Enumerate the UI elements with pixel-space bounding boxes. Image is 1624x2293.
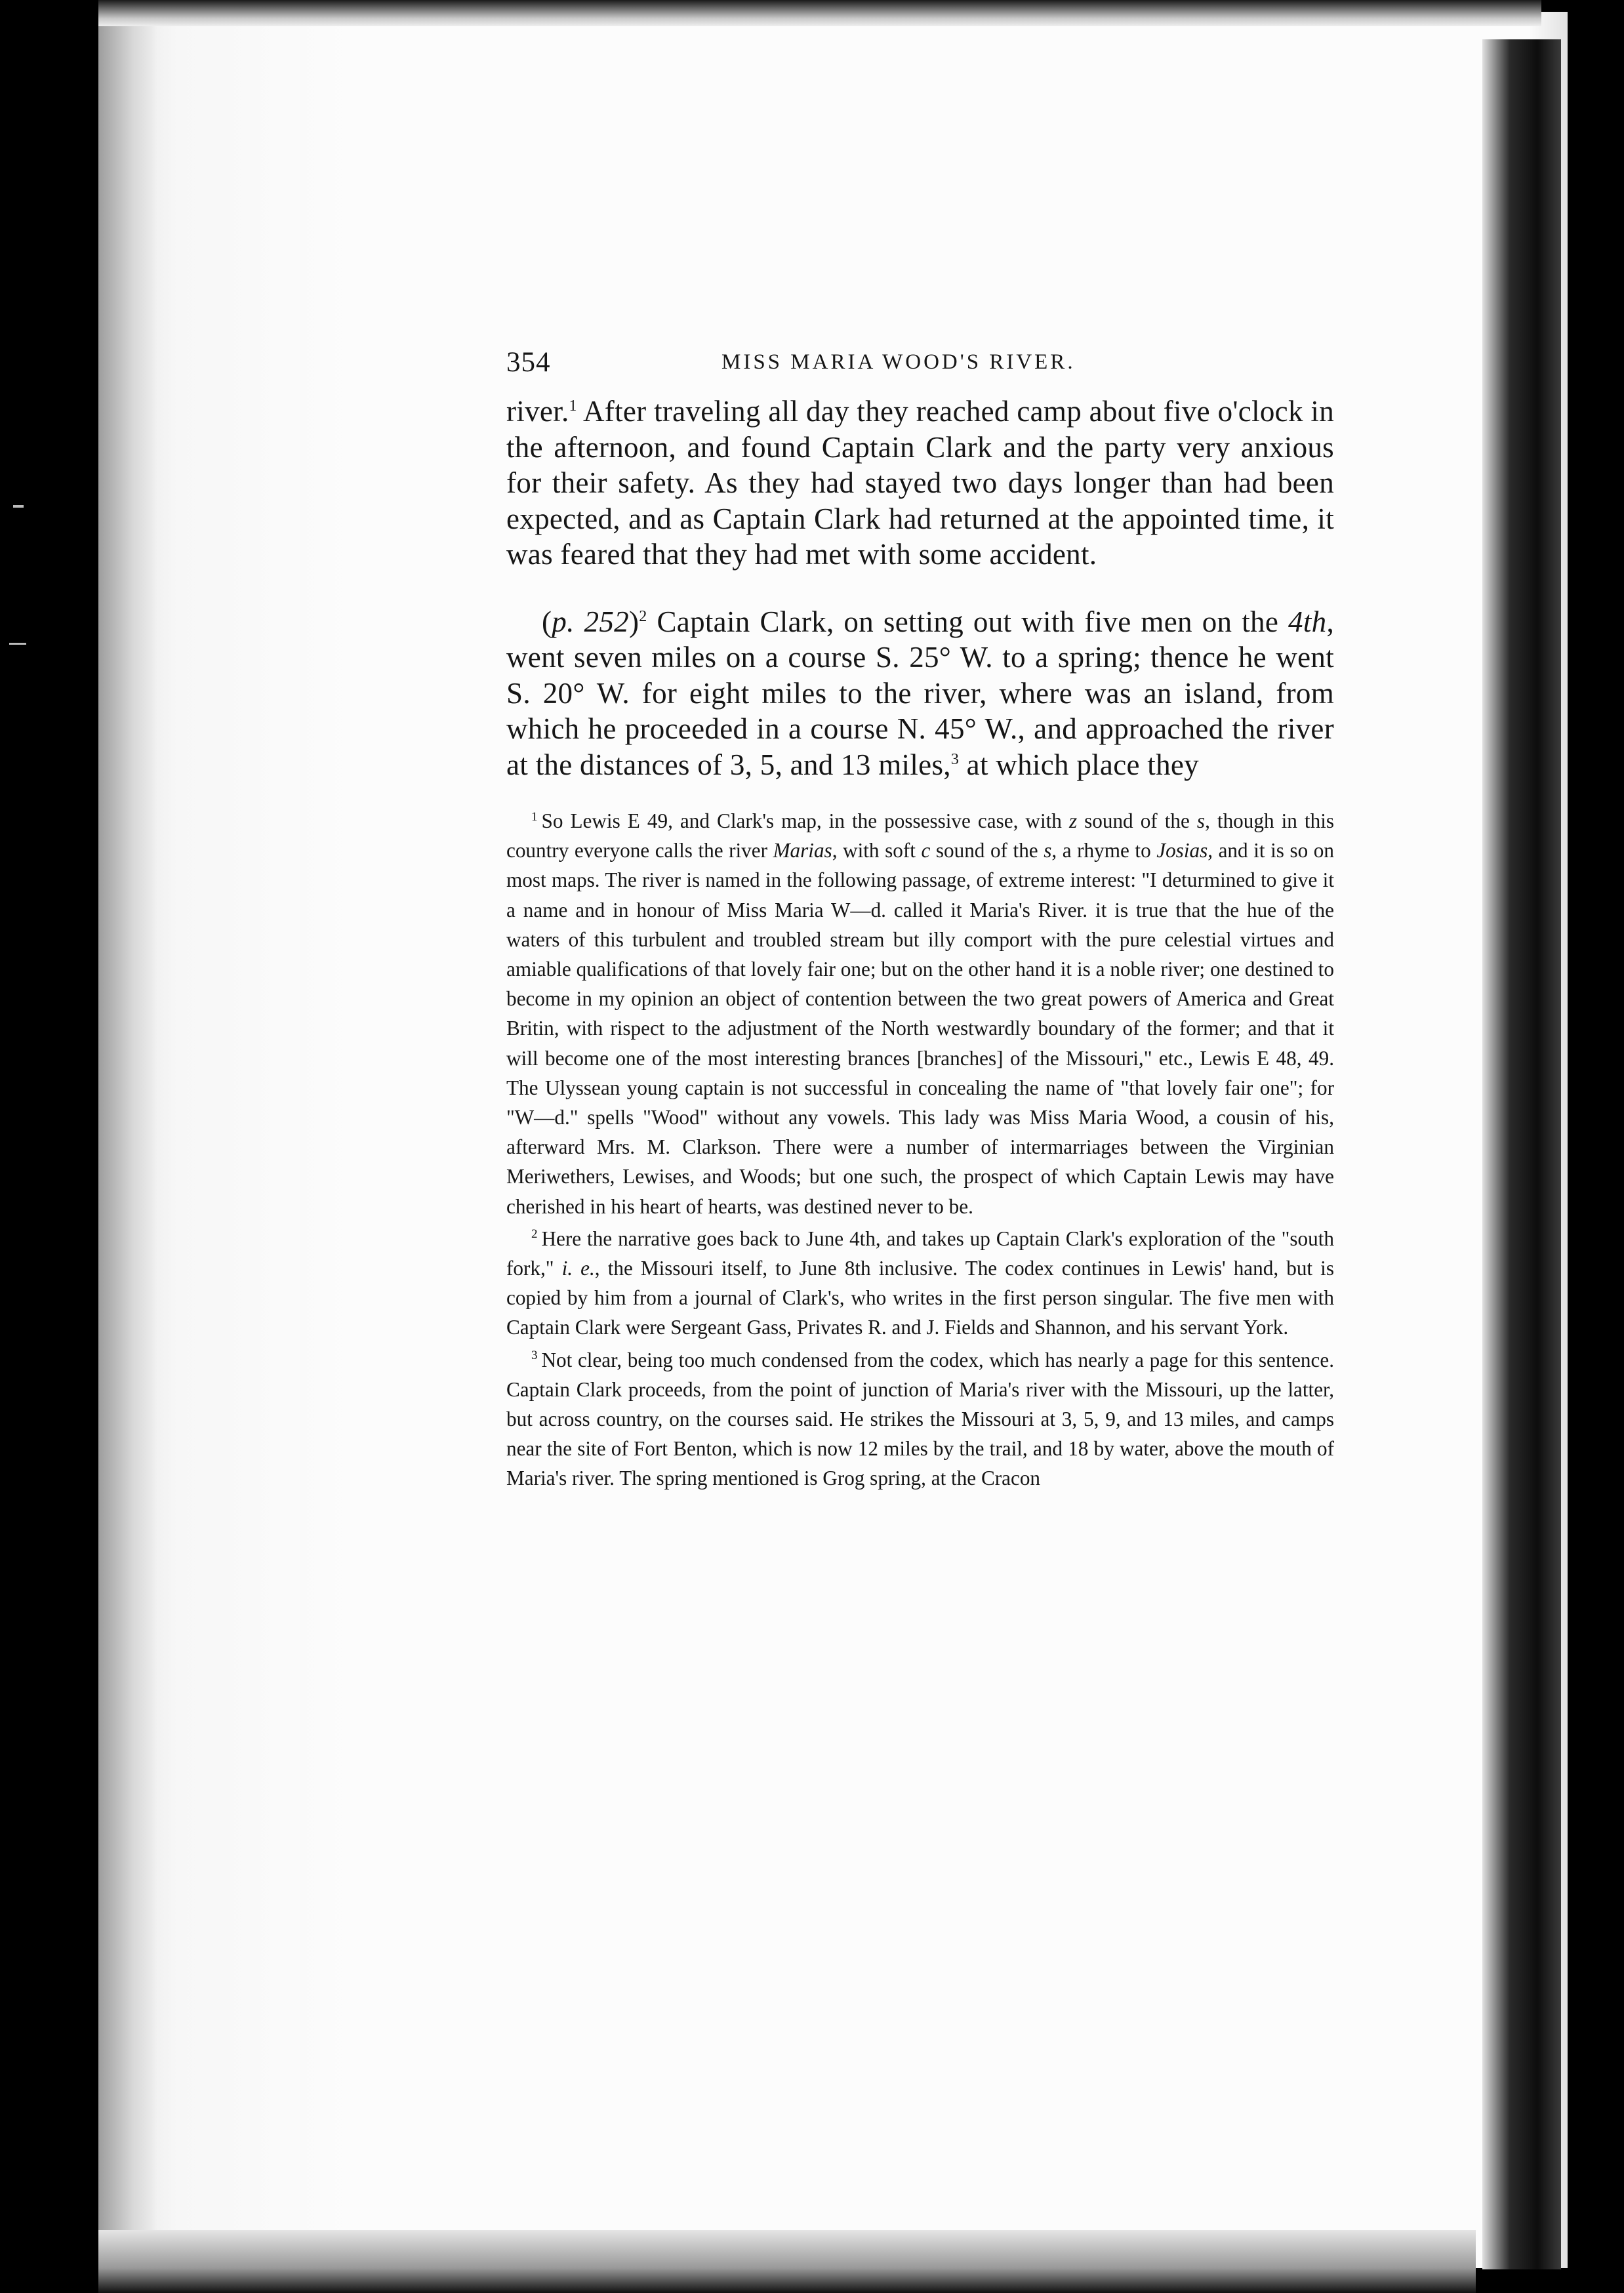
footnote: $^3$ Not clear, being too much condensed from the codex, which has nearly a page for this sentence. Captain Clark proceeds, from the point of junction of Maria's river with the Missouri, up the latter, but across country, on the courses said. He strikes the Missouri at 3, 5, 9, and 13 miles, and camps near the site of Fort Benton, which is now 12 miles by the trail, and 18 by water, above the mouth of Maria's river. The spring mentioned is Grog spring, at the Cracon xyxy=(506,1348,1334,1490)
page-number: 354 xyxy=(506,347,551,378)
footnote: $^2$ Here the narrative goes back to June 4th, and takes up Captain Clark's exploration of the "south fork," i. e., the Missouri itself, to June 8th inclusive. The codex continues in Lewis' hand, but is copied by him from a journal of Clark's, who writes in the first person singular. The five men with Captain Clark were Sergeant Gass, Privates R. and J. Fields and Shannon, and his servant York. xyxy=(506,1227,1334,1339)
book-fore-edge xyxy=(1482,39,1561,2269)
scan-speck xyxy=(9,643,26,645)
footnote-number: 3 xyxy=(531,1349,538,1363)
scan-speck xyxy=(13,505,24,508)
body-paragraph: river.$^1$ After traveling all day they reached camp about five o'clock in the afternoon, and found Captain Clark and the party very anxious for their safety. As they had stayed two days longer than had been expected, and as Captain Clark had returned at the appointed time, it was feared that they had met with some accident. xyxy=(506,395,1334,571)
body-paragraph: (p. 252)$^2$ Captain Clark, on setting out with five men on the 4th, went seven miles on a course S. 25° W. to a spring; thence he went S. 20° W. for eight miles to the river, where was an island, from which he proceeded in a course N. 45° W., and approached the river at the distances of 3, 5, and 13 miles,$^3$ at which place they xyxy=(506,605,1334,781)
running-header xyxy=(506,341,1334,394)
footnote-marker: 1 xyxy=(569,397,577,415)
running-title: MISS MARIA WOOD'S RIVER. xyxy=(721,350,1076,374)
scan-bottom-edge xyxy=(98,2230,1476,2293)
footnote-marker: 2 xyxy=(639,607,647,625)
scan-top-edge xyxy=(98,0,1541,26)
page-reference: p. 252 xyxy=(552,605,629,638)
footnote-number: 2 xyxy=(531,1227,538,1242)
page-content xyxy=(506,341,1334,1493)
gutter-shadow xyxy=(98,20,157,2237)
footnote-marker: 3 xyxy=(950,750,960,768)
footnotes xyxy=(506,806,1334,1493)
footnote: $^1$ So Lewis E 49, and Clark's map, in the possessive case, with z sound of the s, though in this country everyone calls the river Marias, with soft c sound of the s, a rhyme to Josias, and it is so on most maps. The river is named in the following passage, of extreme interest: "I deturmined to give it a name and in honour of Miss Maria W—d. called it Maria's River. it is true that the hue of the waters of this turbulent and troubled stream but illy comport with the pure celestial virtues and amiable qualifications of that lovely fair one; but on the other hand it is a noble river; one destined to become in my opinion an object of contention between the two great powers of America and Great Britin, with rispect to the adjustment of the North westwardly boundary of the former; and that it will become one of the most interesting brances [branches] of the Missouri," etc., Lewis E 48, 49. The Ulyssean young captain is not successful in concealing the name of "that lovely fair one"; for "W—d." spells "Wood" without any vowels. This lady was Miss Maria Wood, a cousin of his, afterward Mrs. M. Clarkson. There were a number of intermarriages between the Virginian Meriwethers, Lewises, and Woods; but one such, the prospect of which Captain Lewis may have cherished in his heart of hearts, was destined never to be. xyxy=(506,809,1334,1218)
footnote-number: 1 xyxy=(531,809,538,824)
